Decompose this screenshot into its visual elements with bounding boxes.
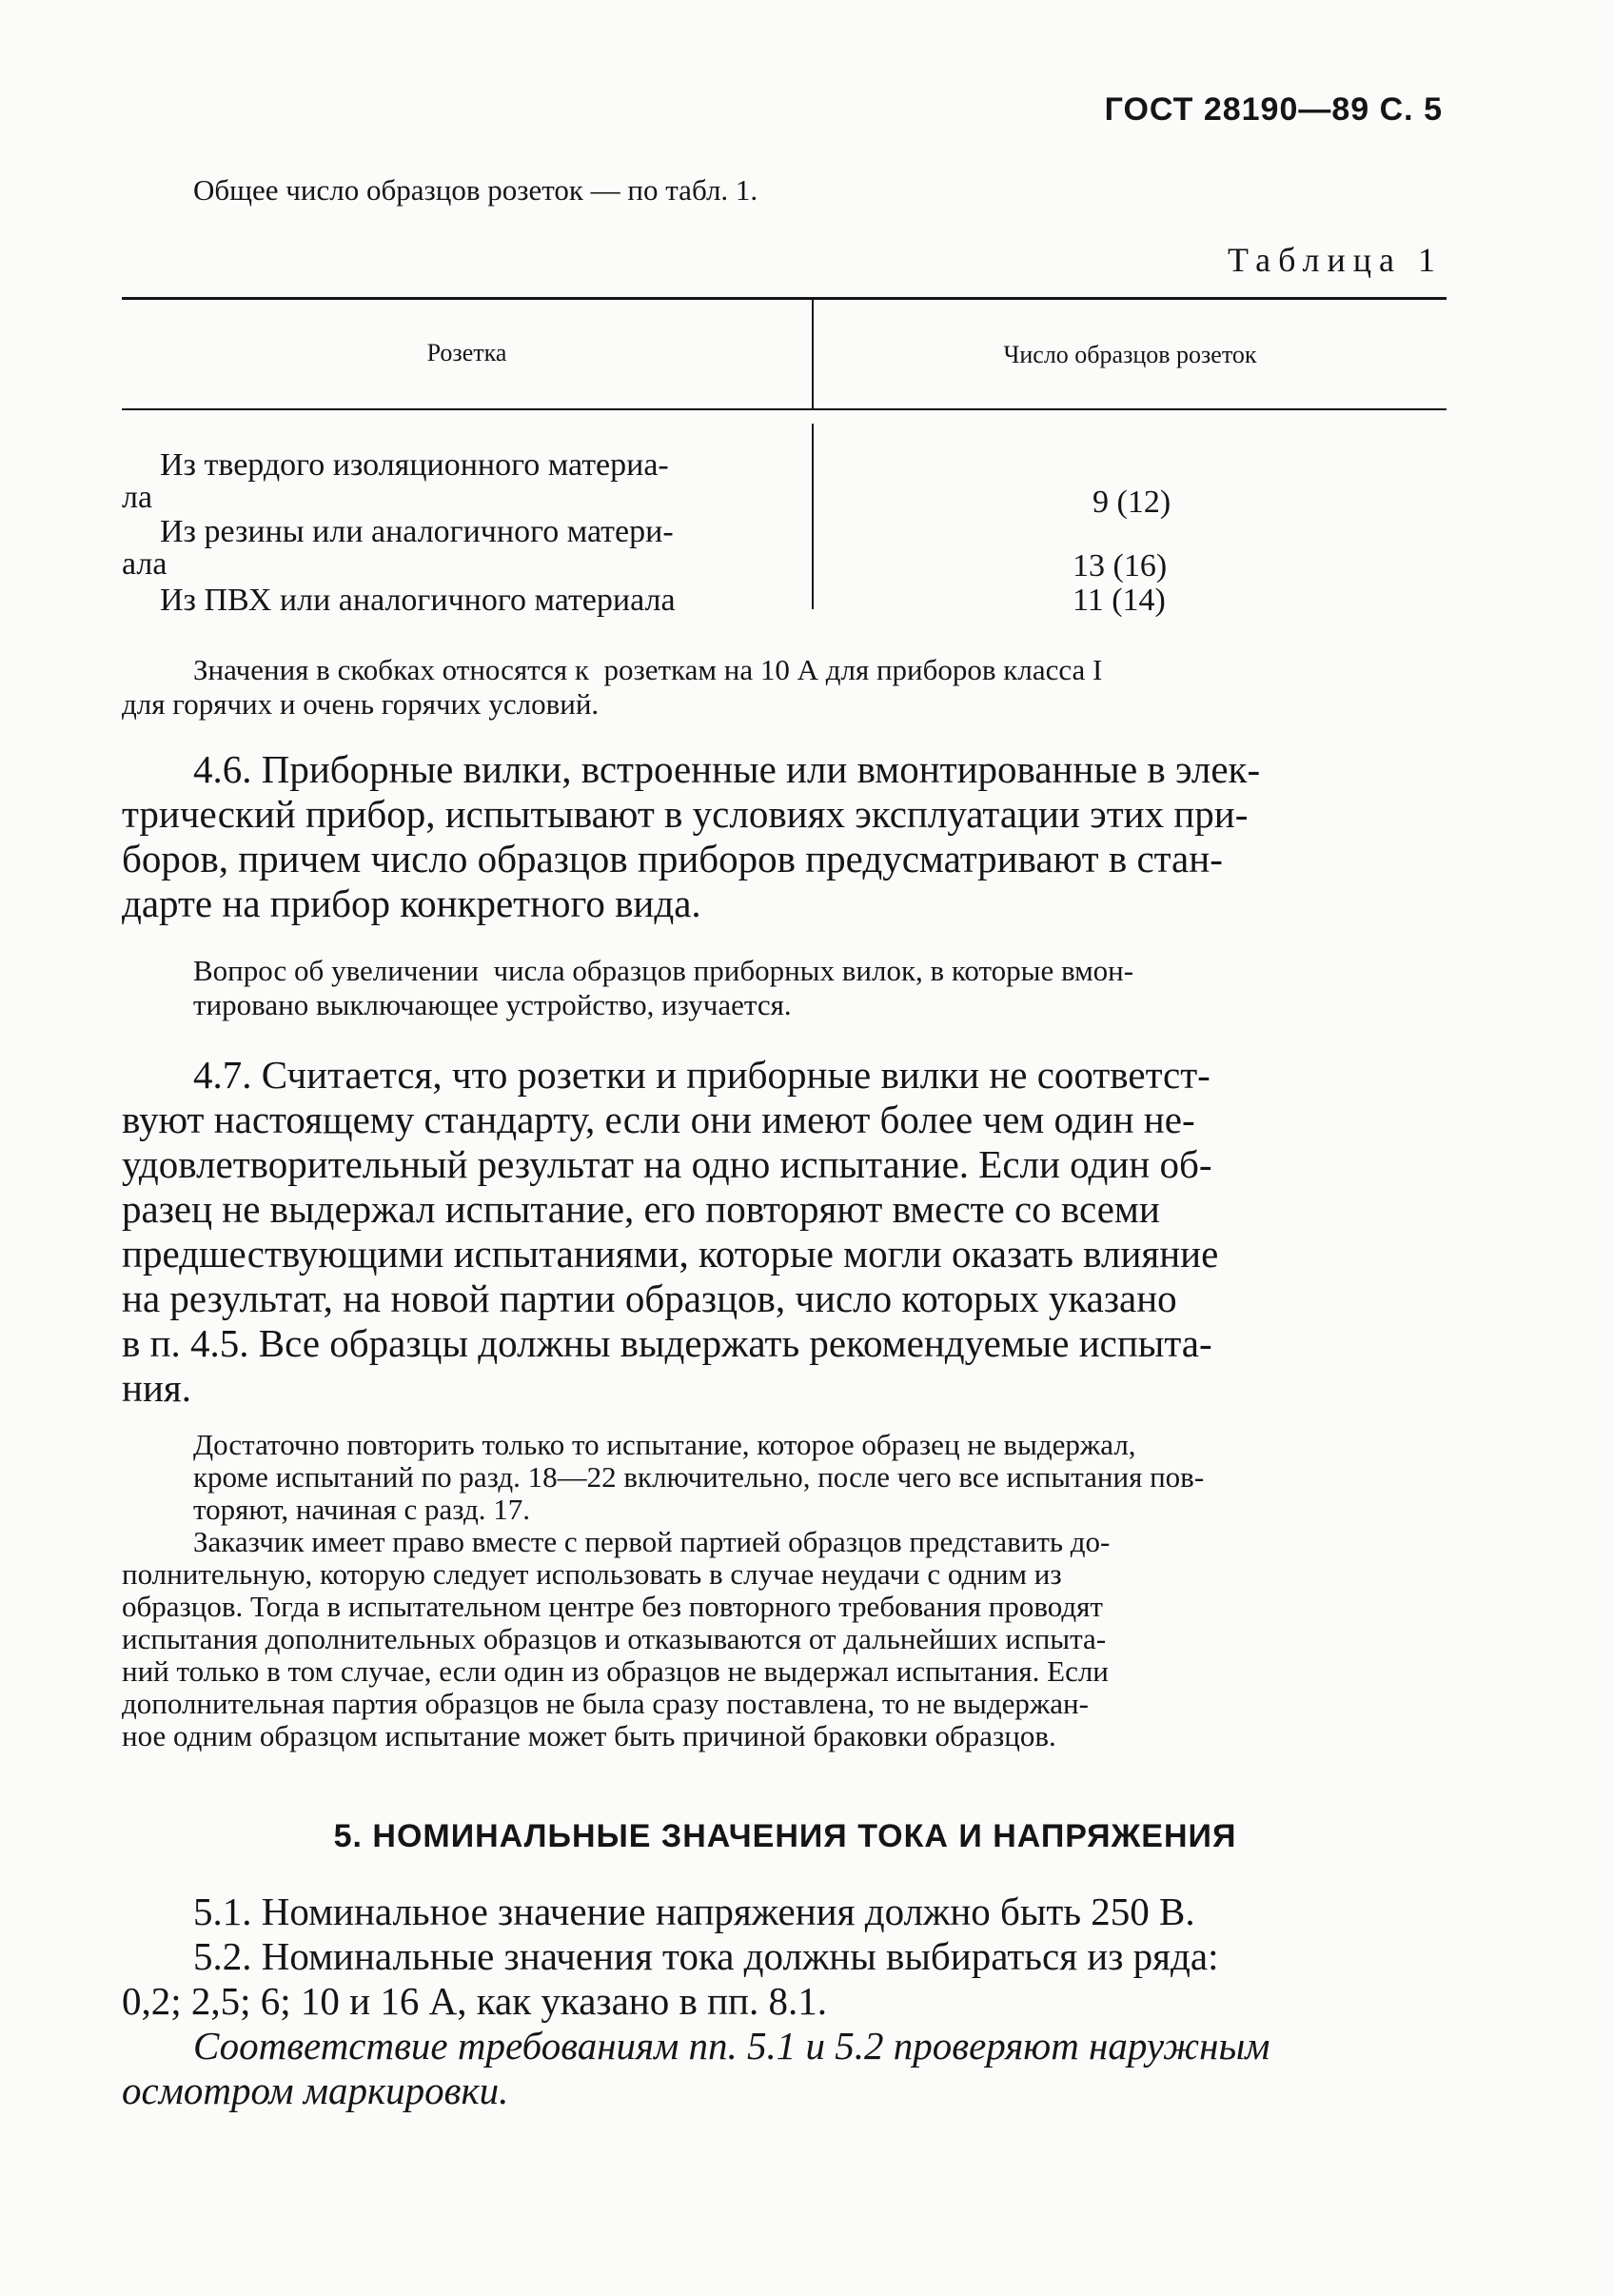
p47-line3: удовлетворительный результат на одно испытание. Если один об-	[122, 1142, 1212, 1186]
table-title: Таблица 1	[1228, 241, 1443, 279]
p47-note1-line2: кроме испытаний по разд. 18—22 включительно, после чего все испытания пов-	[193, 1460, 1205, 1494]
p47-note2-line5: ний только в том случае, если один из образцов не выдержал испытания. Если	[122, 1654, 1109, 1688]
intro-text: Общее число образцов розеток — по табл. 1.	[193, 173, 758, 207]
s51-line: 5.1. Номинальное значение напряжения должно быть 250 В.	[193, 1890, 1195, 1933]
row2-value: 13 (16)	[1073, 548, 1168, 584]
row2-line1: Из резины или аналогичного матери-	[160, 514, 674, 549]
row2-line2: ала	[122, 546, 167, 582]
table-note-line2: для горячих и очень горячих условий.	[122, 687, 600, 721]
p47-line8: ния.	[122, 1366, 191, 1410]
p46-note-line2: тировано выключающее устройство, изучается.	[193, 988, 792, 1021]
page-header: ГОСТ 28190—89 С. 5	[1104, 91, 1443, 128]
p47-note2-line7: ное одним образцом испытание может быть причиной браковки образцов.	[122, 1719, 1056, 1752]
p47-note1-line1: Достаточно повторить только то испытание, которое образец не выдержал,	[193, 1428, 1136, 1461]
s52-line2: 0,2; 2,5; 6; 10 и 16 А, как указано в пп. 8.1.	[122, 1979, 827, 2023]
table-top-rule	[122, 297, 1447, 300]
col-header-socket: Розетка	[426, 339, 507, 366]
p47-line5: предшествующими испытаниями, которые могли оказать влияние	[122, 1232, 1219, 1276]
p46-line2: трический прибор, испытывают в условиях эксплуатации этих при-	[122, 792, 1249, 836]
row1-line1: Из твердого изоляционного материа-	[160, 447, 669, 483]
table-header-rule	[122, 408, 1447, 410]
p47-line6: на результат, на новой партии образцов, число которых указано	[122, 1277, 1177, 1320]
row3-line1: Из ПВХ или аналогичного материала	[160, 583, 676, 618]
p47-line2: вуют настоящему стандарту, если они имеют более чем один не-	[122, 1098, 1195, 1141]
s52-line1: 5.2. Номинальные значения тока должны выбираться из ряда:	[193, 1934, 1219, 1978]
p46-note-line1: Вопрос об увеличении числа образцов приборных вилок, в которые вмон-	[193, 954, 1134, 987]
p47-line4: разец не выдержал испытание, его повторяют вместе со всеми	[122, 1187, 1160, 1231]
s5-check-line2: осмотром маркировки.	[122, 2068, 509, 2112]
p47-note2-line6: дополнительная партия образцов не была сразу поставлена, то не выдержан-	[122, 1687, 1089, 1720]
p47-line7: в п. 4.5. Все образцы должны выдержать рекомендуемые испыта-	[122, 1321, 1212, 1365]
row1-line2: ла	[122, 480, 153, 515]
p47-note2-line4: испытания дополнительных образцов и отказываются от дальнейших испыта-	[122, 1622, 1107, 1655]
col-header-count: Число образцов розеток	[1003, 341, 1257, 368]
p46-line3: боров, причем число образцов приборов предусматривают в стан-	[122, 837, 1223, 881]
table-body-divider	[812, 424, 814, 609]
p47-note2-line2: полнительную, которую следует использовать в случае неудачи с одним из	[122, 1557, 1062, 1591]
section5-title: 5. НОМИНАЛЬНЫЕ ЗНАЧЕНИЯ ТОКА И НАПРЯЖЕНИЯ	[333, 1818, 1237, 1854]
p47-line1: 4.7. Считается, что розетки и приборные вилки не соответст-	[193, 1053, 1210, 1097]
p47-note2-line3: образцов. Тогда в испытательном центре без повторного требования проводят	[122, 1590, 1103, 1623]
s5-check-line1: Соответствие требованиям пп. 5.1 и 5.2 проверяют наружным	[193, 2024, 1270, 2068]
p46-line1: 4.6. Приборные вилки, встроенные или вмонтированные в элек-	[193, 747, 1261, 791]
row3-value: 11 (14)	[1073, 583, 1166, 618]
p47-note1-line3: торяют, начиная с разд. 17.	[193, 1493, 530, 1526]
p46-line4: дарте на прибор конкретного вида.	[122, 881, 701, 925]
p47-note2-line1: Заказчик имеет право вместе с первой партией образцов представить до-	[193, 1525, 1111, 1558]
row1-value: 9 (12)	[1092, 485, 1171, 520]
table-note-line1: Значения в скобках относятся к розеткам на 10 А для приборов класса I	[193, 653, 1103, 686]
